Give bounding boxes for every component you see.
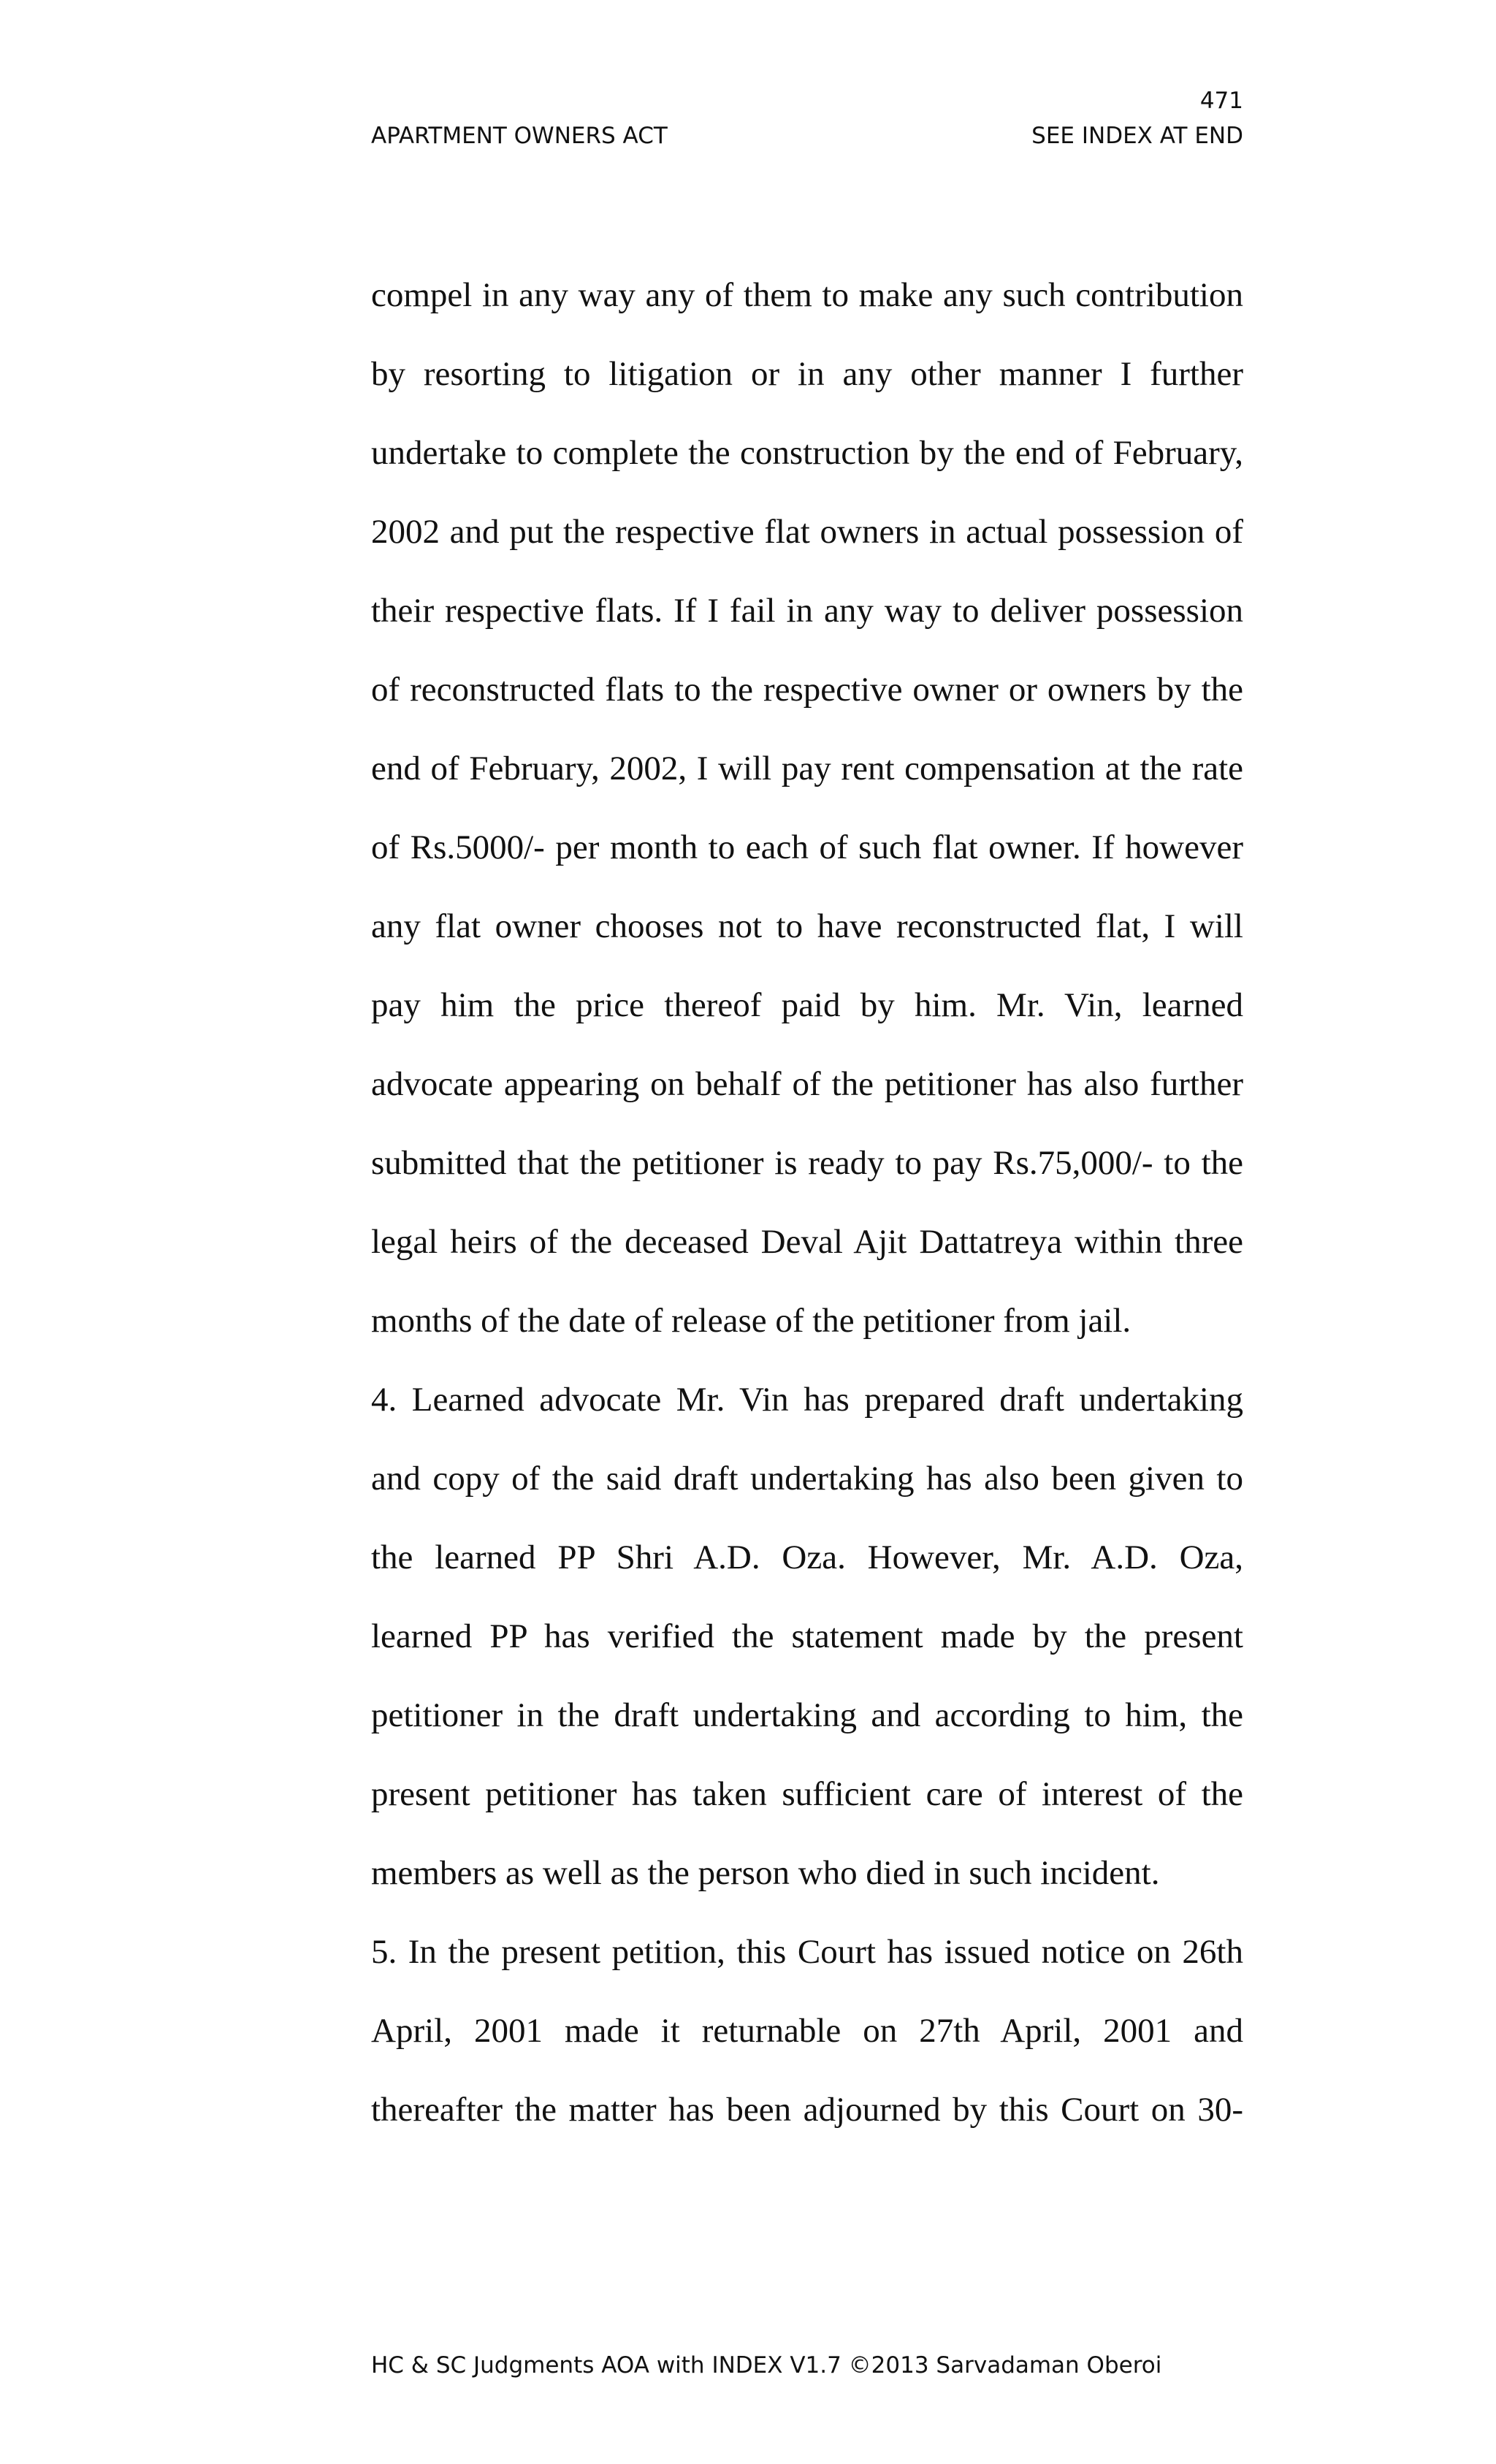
text-line: 4. Learned advocate Mr. Vin has prepared draft undertaking: [371, 1381, 1243, 1419]
text-line: pay him the price thereof paid by him. Mr. Vin, learned: [371, 986, 1243, 1024]
judgment-body-text: [371, 256, 1243, 2149]
text-line: undertake to complete the construction by the end of February,: [371, 434, 1243, 472]
text-line: thereafter the matter has been adjourned by this Court on 30-: [371, 2091, 1243, 2129]
text-line: April, 2001 made it returnable on 27th April, 2001 and: [371, 2012, 1243, 2050]
text-line: and copy of the said draft undertaking has also been given to: [371, 1460, 1243, 1498]
text-line: petitioner in the draft undertaking and according to him, the: [371, 1696, 1243, 1734]
page-number: 471: [1199, 88, 1243, 114]
running-header-index-note: SEE INDEX AT END: [1031, 123, 1243, 149]
text-line: end of February, 2002, I will pay rent compensation at the rate: [371, 750, 1243, 787]
running-header-title: APARTMENT OWNERS ACT: [371, 123, 668, 149]
text-line: the learned PP Shri A.D. Oza. However, Mr. A.D. Oza,: [371, 1538, 1243, 1576]
text-line: any flat owner chooses not to have reconstructed flat, I will: [371, 907, 1243, 945]
text-line: legal heirs of the deceased Deval Ajit Dattatreya within three: [371, 1223, 1243, 1261]
text-line: months of the date of release of the petitioner from jail.: [371, 1302, 1131, 1340]
text-line: submitted that the petitioner is ready to pay Rs.75,000/- to the: [371, 1144, 1243, 1182]
text-line: present petitioner has taken sufficient care of interest of the: [371, 1775, 1243, 1813]
text-line: their respective flats. If I fail in any way to deliver possession: [371, 592, 1243, 630]
text-line: 2002 and put the respective flat owners in actual possession of: [371, 513, 1243, 551]
page-footer: HC & SC Judgments AOA with INDEX V1.7 ©2013 Sarvadaman Oberoi: [371, 2352, 1162, 2379]
text-line: of reconstructed flats to the respective owner or owners by the: [371, 671, 1243, 709]
text-line: learned PP has verified the statement made by the present: [371, 1617, 1243, 1655]
text-line: 5. In the present petition, this Court has issued notice on 26th: [371, 1933, 1243, 1971]
text-line: compel in any way any of them to make any such contribution: [371, 276, 1243, 314]
text-line: advocate appearing on behalf of the petitioner has also further: [371, 1065, 1243, 1103]
text-line: members as well as the person who died in such incident.: [371, 1854, 1160, 1892]
text-line: by resorting to litigation or in any other manner I further: [371, 355, 1243, 393]
text-line: of Rs.5000/- per month to each of such flat owner. If however: [371, 828, 1243, 866]
